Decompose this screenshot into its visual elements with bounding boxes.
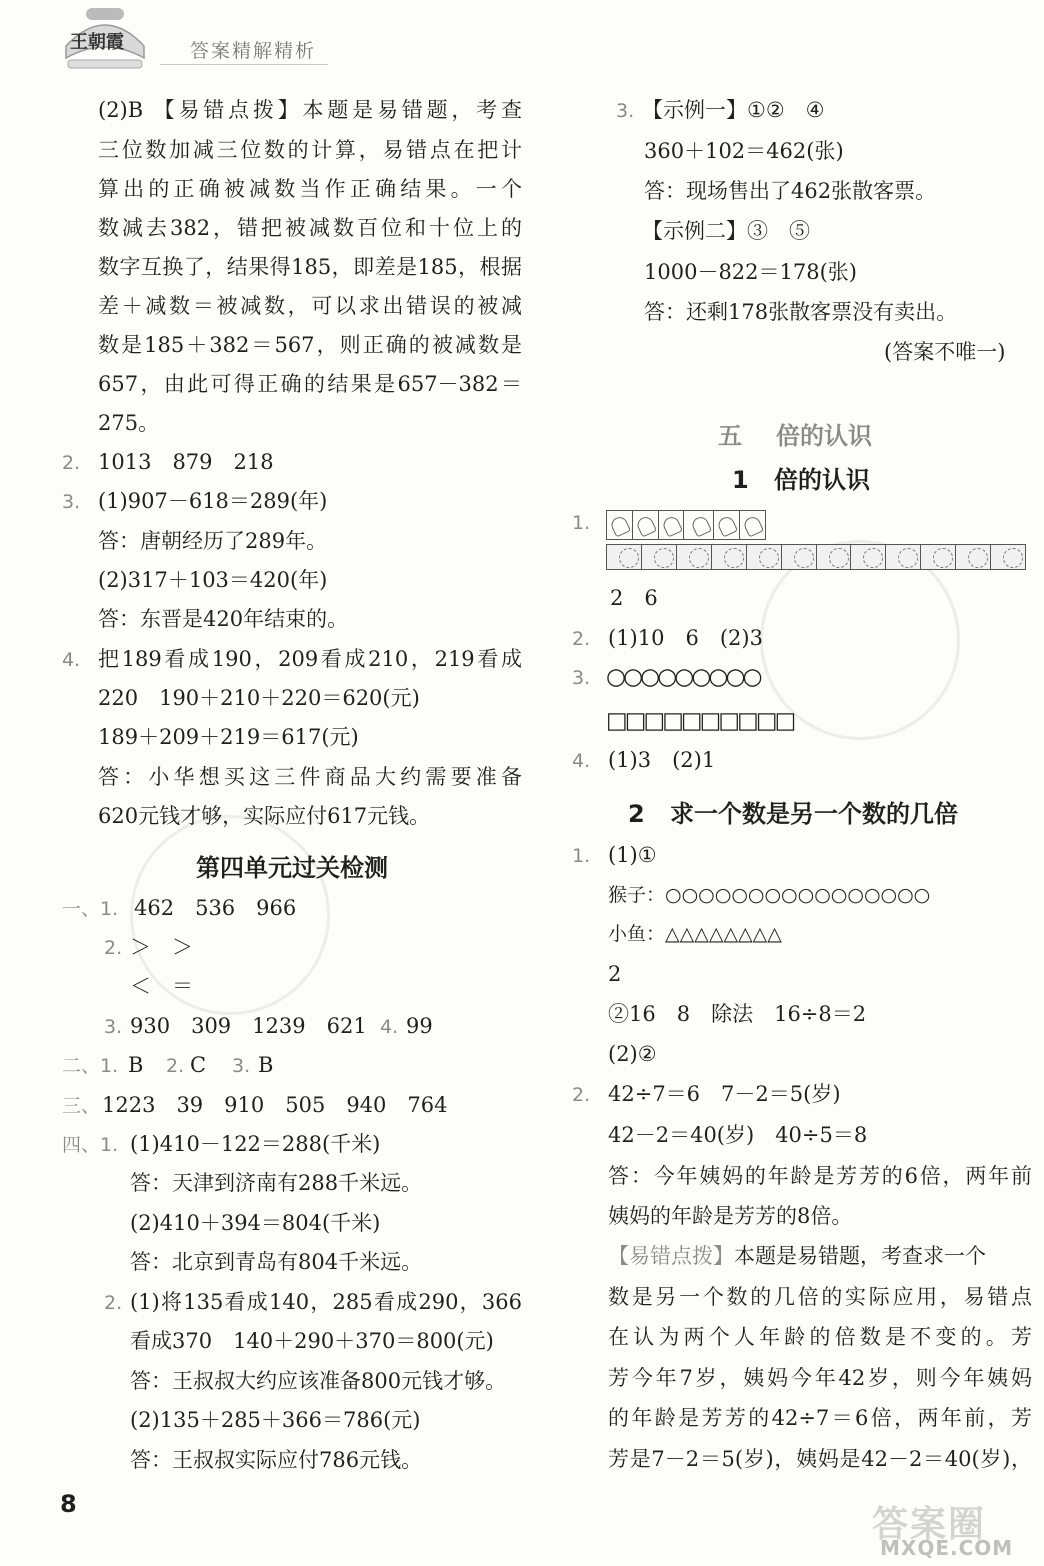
text-line: 数减去382，错把被减数百位和十位上的 [98, 216, 522, 240]
answer-line: (2)317＋103＝420(年) [98, 568, 328, 592]
spider-web-icon [712, 545, 747, 569]
shell-icon [740, 511, 765, 539]
spider-web-icon [642, 545, 677, 569]
question-number: 4. [572, 750, 591, 772]
answer-line: 答：王叔叔实际应付786元钱。 [130, 1448, 423, 1472]
fish-row: 小鱼：△△△△△△△△ [608, 923, 782, 945]
answer-line: 【示例一】①② ④ [642, 98, 825, 122]
spider-web-icon [886, 545, 921, 569]
question-number: 四、1. [62, 1134, 119, 1156]
answer-line: 189＋209＋219＝617(元) [98, 725, 359, 749]
answer-line: (2)410＋394＝804(千米) [130, 1211, 381, 1235]
answer-line: 2 6 [610, 586, 658, 610]
answer-line: 【示例二】③ ⑤ [642, 219, 810, 243]
text-line: 数是另一个数的几倍的实际应用，易错点 [608, 1285, 1032, 1309]
answer-line: 答：还剩178张散客票没有卖出。 [644, 300, 958, 324]
text-line: 在认为两个人年龄的倍数是不变的。芳 [608, 1325, 1032, 1349]
answer-line: 答：东晋是420年结束的。 [98, 607, 349, 631]
page-header [0, 0, 1044, 80]
question-number: 三、 [62, 1095, 101, 1117]
answer-line: 930 309 1239 621 [130, 1014, 367, 1038]
answer-line: ＜ ＝ [130, 974, 193, 998]
spider-web-icon [956, 545, 991, 569]
text-line: 657，由此可得正确的结果是657－382＝ [98, 372, 522, 396]
shell-icon [659, 511, 685, 539]
answer-line: 看成370 140＋290＋370＝800(元) [130, 1329, 494, 1353]
shell-groups-figure [606, 510, 766, 540]
question-number: 3. [62, 491, 81, 513]
answer-line: 360＋102＝462(张) [644, 139, 844, 163]
text-line: 275。 [98, 411, 160, 435]
logo-text: 王朝霞 [70, 32, 124, 53]
error-tip-tag: 【易错点拨】 [608, 1244, 734, 1268]
answer-line: 答：今年姨妈的年龄是芳芳的6倍，两年前 [608, 1164, 1032, 1188]
text-line: 芳今年7岁，姨妈今年42岁，则今年姨妈 [608, 1366, 1032, 1390]
site-watermark-url: MXQE.COM [880, 1536, 1014, 1560]
spider-web-icon [921, 545, 956, 569]
unit-title: 倍的认识 [776, 422, 872, 450]
spider-web-icon [607, 545, 642, 569]
answer-line: 42－2＝40(岁) 40÷5＝8 [608, 1123, 868, 1147]
section-number: 2 [628, 800, 645, 828]
header-title: 答案精解精析 [190, 40, 317, 62]
section-number: 1 [732, 466, 749, 494]
answer-line: 220 190＋210＋220＝620(元) [98, 686, 420, 710]
unit-title: 第四单元过关检测 [196, 854, 388, 882]
spider-web-icon [851, 545, 886, 569]
answer-line: B [258, 1053, 274, 1077]
question-number: 3. [232, 1055, 251, 1077]
spider-web-icon [991, 545, 1025, 569]
section-title: 求一个数是另一个数的几倍 [670, 800, 958, 828]
squares-row: □□□□□□□□□□ [606, 708, 794, 734]
page-number: 8 [60, 1490, 77, 1518]
answer-line: 答：唐朝经历了289年。 [98, 529, 328, 553]
question-number: 4. [62, 649, 81, 671]
answer-line: 1223 39 910 505 940 764 [102, 1093, 448, 1117]
shell-icon [633, 511, 659, 539]
question-number: 一、1. [62, 898, 119, 920]
answer-line: 答：小华想买这三件商品大约需要准备 [98, 765, 522, 789]
answer-line: 答：王叔叔大约应该准备800元钱才够。 [130, 1369, 507, 1393]
answer-line: ②16 8 除法 16÷8＝2 [608, 1002, 867, 1026]
spider-web-icon [782, 545, 817, 569]
question-number: 4. [380, 1016, 399, 1038]
shell-icon [607, 511, 633, 539]
question-number: 2. [572, 1084, 591, 1106]
text-line: 数字互换了，结果得185，即差是185，根据 [98, 255, 522, 279]
error-tip-text: 本题是易错题，考查求一个 [734, 1244, 986, 1268]
question-number: 2. [62, 452, 81, 474]
question-number: 3. [616, 100, 635, 122]
answer-line: 答：天津到济南有288千米远。 [130, 1171, 423, 1195]
question-number: 2. [104, 1292, 123, 1314]
answer-line: (1)将135看成140，285看成290，366 [130, 1290, 522, 1314]
answer-line: (1)3 (2)1 [608, 748, 716, 772]
answer-line: (2)135＋285＋366＝786(元) [130, 1408, 421, 1432]
shell-icon [714, 511, 740, 539]
answer-line: 答：北京到青岛有804千米远。 [130, 1250, 423, 1274]
answer-line: 姨妈的年龄是芳芳的8倍。 [608, 1204, 853, 1228]
answer-line: (2)② [608, 1042, 657, 1066]
shell-icon [688, 511, 714, 539]
question-number: 二、1. [62, 1055, 119, 1077]
answer-line: 42÷7＝6 7－2＝5(岁) [608, 1082, 841, 1106]
monkey-row: 猴子：○○○○○○○○○○○○○○○○ [608, 884, 931, 906]
question-number: 1. [572, 845, 591, 867]
answer-line: 620元钱才够，实际应付617元钱。 [98, 804, 431, 828]
text-line: 数是185＋382＝567，则正确的被减数是 [98, 333, 522, 357]
circles-row: ○○○○○○○○○ [606, 664, 760, 690]
answer-line: (1)① [608, 843, 657, 867]
answer-line: C [190, 1053, 207, 1077]
text-line: 三位数加减三位数的计算，易错点在把计 [98, 138, 522, 162]
text-line: 的年龄是芳芳的42÷7＝6倍，两年前，芳 [608, 1406, 1032, 1430]
question-number: 3. [572, 667, 591, 689]
answer-line: 把189看成190，209看成210，219看成 [98, 647, 522, 671]
question-number: 2. [104, 937, 123, 959]
section-title: 倍的认识 [774, 466, 870, 494]
text-line: 算出的正确被减数当作正确结果。一个 [98, 177, 522, 201]
answer-note: (答案不唯一) [884, 340, 1006, 364]
spider-web-icon [747, 545, 782, 569]
answer-line: B [128, 1053, 144, 1077]
answer-line: (1)410－122＝288(千米) [130, 1132, 381, 1156]
text-line: (2)B 【易错点拨】本题是易错题，考查 [98, 98, 522, 122]
answer-line: 答：现场售出了462张散客票。 [644, 179, 937, 203]
answer-line: (1)10 6 (2)3 [608, 626, 763, 650]
spider-web-icon [817, 545, 852, 569]
text-line: 芳是7－2＝5(岁)，姨妈是42－2＝40(岁)， [608, 1447, 1032, 1471]
answer-line: 99 [406, 1014, 433, 1038]
question-number: 2. [572, 628, 591, 650]
header-rule [160, 64, 328, 65]
answer-line: 1000－822＝178(张) [644, 260, 857, 284]
error-tip-line [608, 1236, 986, 1276]
answer-line: ＞ ＞ [130, 935, 193, 959]
spider-web-icon [677, 545, 712, 569]
question-number: 3. [104, 1016, 123, 1038]
web-groups-figure [606, 544, 1026, 570]
answer-line: (1)907－618＝289(年) [98, 489, 328, 513]
answer-line: 462 536 966 [134, 896, 297, 920]
question-number: 2. [166, 1055, 185, 1077]
answer-line: 2 [608, 962, 622, 986]
site-watermark: 答案圈 [872, 1504, 987, 1545]
question-number: 1. [572, 512, 591, 534]
unit-number: 五 [718, 422, 742, 450]
answer-line: 1013 879 218 [98, 450, 274, 474]
text-line: 差＋减数＝被减数，可以求出错误的被减 [98, 294, 522, 318]
